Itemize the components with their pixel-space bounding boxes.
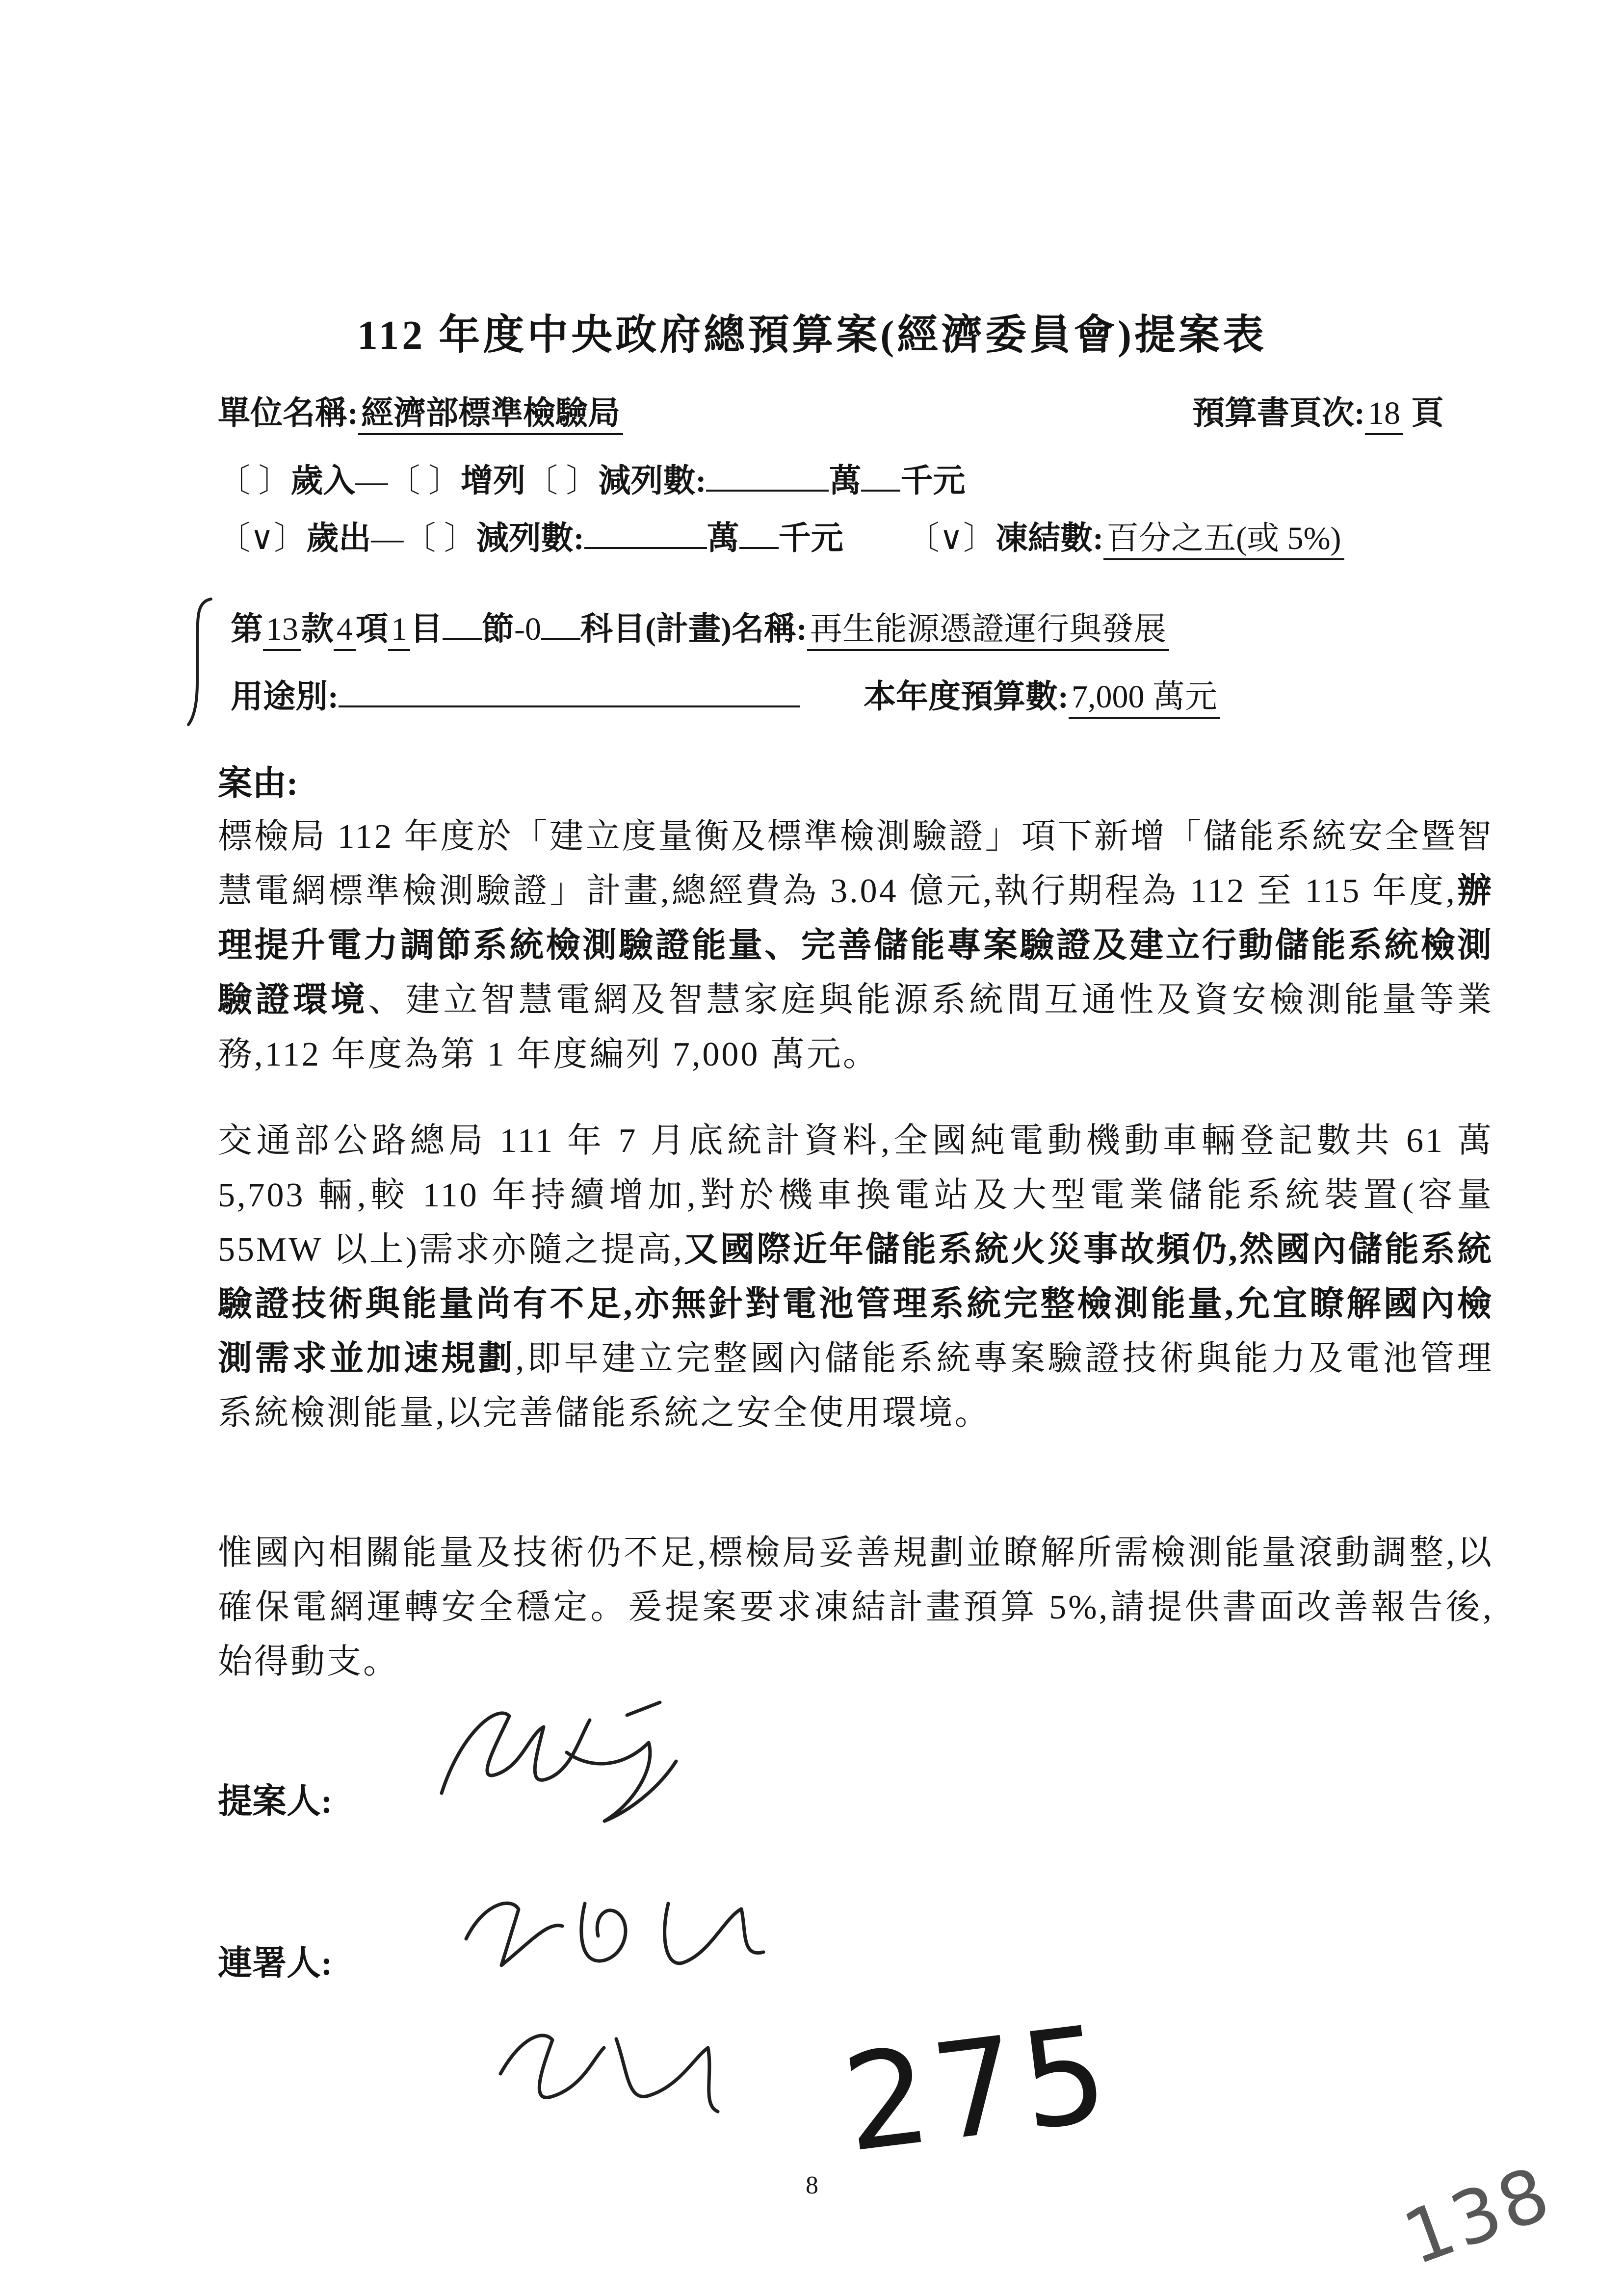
text-run: 預算書頁次: — [1192, 395, 1365, 431]
text-run: 千元 — [900, 463, 966, 499]
budget-page-ref — [1192, 392, 1443, 435]
case-paragraph-1 — [218, 809, 1493, 1082]
text-run: 標檢局 112 年度於「建立度量衡及標準檢測驗證」項下新增「儲能系統安全暨智慧電網標準檢測驗證」計畫,總經費為 3.04 億元,執行期程為 112 至 115 年度, — [218, 818, 1493, 910]
text-run: 減列數: — [476, 521, 584, 556]
text-run: 歲出 — [306, 521, 371, 556]
cosigner-signature-2 — [466, 1994, 741, 2132]
text-run: -0 — [514, 611, 541, 647]
handwritten-number-corner: 138 — [1393, 2150, 1563, 2282]
text-run: 又國際近年儲能系統火災事故頻仍,然國內儲能系統驗證技術與能量尚有不足,亦無針對電池管理系統完整檢測能量,允宜瞭解國內檢測需求並加速規劃 — [218, 1231, 1494, 1378]
text-run: 〔∨〕 — [218, 521, 307, 556]
handwritten-number-large: 275 — [835, 1995, 1120, 2182]
fill-in-blank — [861, 462, 900, 492]
text-run: 〔 〕 — [388, 463, 461, 499]
text-run: 單位名稱: — [218, 395, 358, 431]
text-run: 、建立智慧電網及智慧家庭與能源系統間互通性及資安檢測能量等業務,112 年度為第 1 年度編列 7,000 萬元。 — [218, 981, 1494, 1073]
text-run: 歲入 — [290, 463, 356, 499]
text-run: 目 — [410, 611, 443, 647]
text-run: — — [355, 463, 388, 499]
underlined-text-run: 經濟部標準檢驗局 — [358, 395, 623, 435]
text-run: 增列 — [461, 463, 525, 499]
case-heading: 案由: — [218, 765, 298, 803]
text-run: 辦理提升電力調節系統檢測驗證能量、完善儲能專案驗證及建立行動儲能系統檢測驗證環境 — [218, 872, 1494, 1019]
proposer-label: 提案人: — [218, 1783, 333, 1821]
usage-line — [231, 676, 1220, 718]
fill-in-blank — [443, 610, 482, 640]
text-run: 〔 〕 — [403, 521, 476, 556]
fill-in-blank — [584, 520, 707, 549]
text-run: 千元 — [778, 521, 843, 556]
cosigner-signature-1 — [437, 1869, 780, 1997]
underlined-text-run: 4 — [334, 611, 356, 651]
text-run: 項 — [356, 611, 388, 647]
revenue-row — [218, 460, 965, 502]
text-run: 用途別: — [231, 679, 339, 715]
text-run: 凍結數: — [995, 521, 1104, 556]
document-title: 112 年度中央政府總預算案(經濟委員會)提案表 — [357, 313, 1267, 358]
underlined-text-run: 13 — [263, 611, 301, 651]
page-number: 8 — [806, 2171, 818, 2199]
text-run: 交通部公路總局 111 年 7 月底統計資料,全國純電動機動車輛登記數共 61 萬 5,703 輛,較 110 年持續增加,對於機車換電站及大型電業儲能系統裝置(容量 55MW 以上)需求亦隨之提高, — [218, 1122, 1493, 1269]
proposer-signature — [402, 1678, 707, 1845]
text-run: 萬 — [829, 463, 862, 499]
text-run: 款 — [301, 611, 334, 647]
cosigner-label: 連署人: — [218, 1945, 333, 1983]
case-paragraph-2 — [218, 1114, 1493, 1440]
text-run: 〔 〕 — [218, 463, 291, 499]
text-run: — — [371, 521, 404, 556]
text-run: 頁 — [1403, 395, 1444, 431]
text-run: 本年度預算數: — [863, 679, 1069, 715]
text-run: 惟國內相關能量及技術仍不足,標檢局妥善規劃並瞭解所需檢測能量滾動調整,以確保電網運轉安全穩定。爰提案要求凍結計畫預算 5%,請提供書面改善報告後,始得動支。 — [218, 1534, 1493, 1681]
underlined-text-run: 18 — [1365, 395, 1403, 435]
left-brace — [185, 596, 220, 729]
case-paragraph-3 — [218, 1526, 1493, 1689]
text-run: 第 — [231, 611, 263, 647]
fill-in-blank — [706, 462, 829, 492]
underlined-text-run: 再生能源憑證運行與發展 — [807, 611, 1169, 651]
fill-in-blank — [739, 520, 779, 549]
text-run: 減列數: — [598, 463, 707, 499]
text-run: 萬 — [707, 521, 739, 556]
unit-name-line — [218, 392, 623, 435]
text-run: ,即早建立完整國內儲能系統專案驗證技術與能力及電池管理系統檢測能量,以完善儲能系統之安全使用環境。 — [218, 1340, 1494, 1432]
text-run: 節 — [482, 611, 514, 647]
expenditure-row — [218, 518, 1344, 560]
underlined-text-run: 1 — [388, 611, 410, 651]
fill-in-blank — [541, 610, 580, 640]
subject-line — [231, 608, 1169, 651]
fill-in-blank — [339, 678, 800, 707]
text-run: 〔 〕 — [525, 463, 599, 499]
text-run: 〔∨〕 — [907, 521, 996, 556]
spacer — [843, 548, 907, 549]
underlined-text-run: 7,000 萬元 — [1069, 679, 1220, 719]
underlined-text-run: 百分之五(或 5%) — [1103, 521, 1344, 560]
text-run: 科目(計畫)名稱: — [580, 611, 807, 647]
